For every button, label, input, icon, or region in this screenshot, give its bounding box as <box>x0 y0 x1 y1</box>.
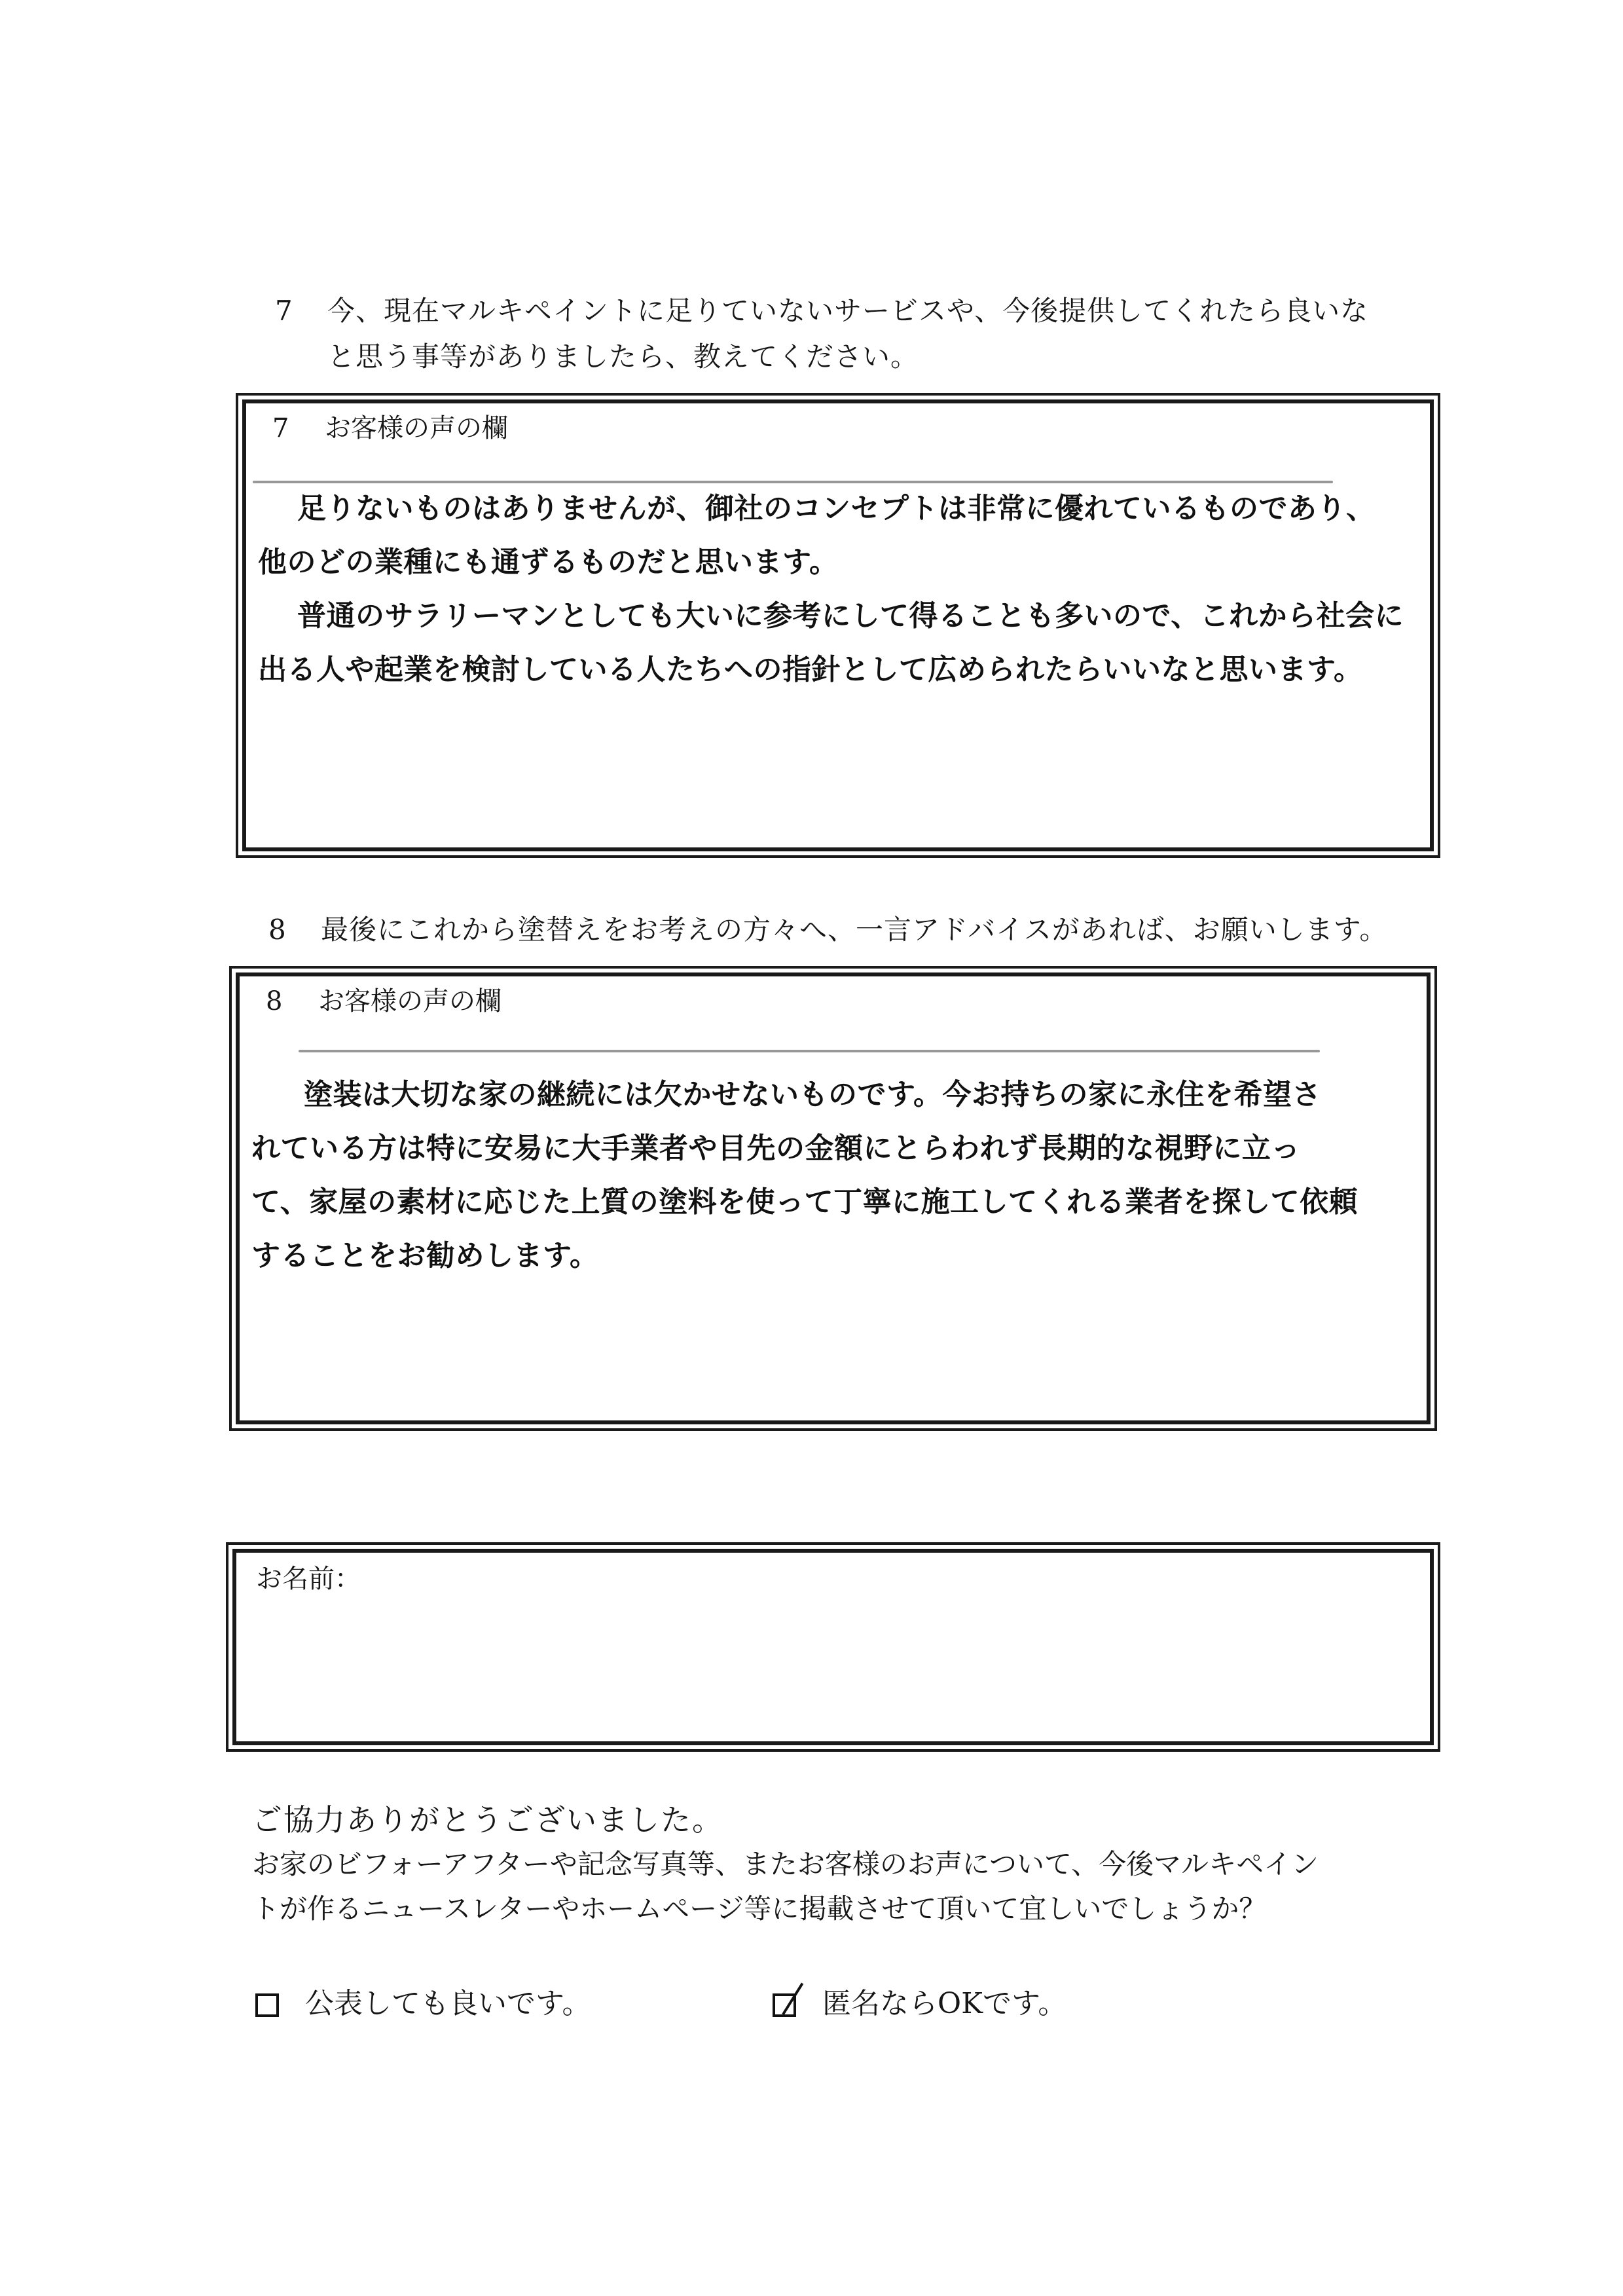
customer-voice-box-8 <box>236 972 1431 1424</box>
checkbox[interactable] <box>255 1993 279 2017</box>
question-7 <box>275 288 1368 380</box>
question-text: 今、現在マルキペイントに足りていないサービスや、今後提供してくれたら良いな <box>327 295 1369 327</box>
redaction-mark <box>299 1050 1320 1052</box>
checkbox-checked[interactable] <box>773 1993 796 2017</box>
thanks-message: ご協力ありがとうございました。 <box>252 1802 723 1838</box>
handwritten-answer <box>258 482 1417 697</box>
handwritten-answer <box>251 1068 1413 1283</box>
answer-line: 普通のサラリーマンとしても大いに参考にして得ることも多いので、これから社会に <box>297 599 1404 633</box>
question-8 <box>268 907 1387 953</box>
answer-line: することをお勧めします。 <box>251 1239 599 1272</box>
box-label <box>266 982 501 1021</box>
permission-question: トが作るニュースレターやホームページ等に掲載させて頂いて宜しいでしょうか？ <box>252 1893 1267 1925</box>
name-box <box>232 1549 1434 1745</box>
box-title: お客様の声の欄 <box>325 413 508 443</box>
question-text: と思う事等がありましたら、教えてください。 <box>327 341 919 373</box>
permission-question: お家のビフォーアフターや記念写真等、またお客様のお声について、今後マルキペイン <box>252 1848 1319 1880</box>
answer-line: 出る人や起業を検討している人たちへの指針として広められたらいいなと思います。 <box>258 653 1363 686</box>
box-label <box>272 409 508 448</box>
answer-line: 他のどの業種にも通ずるものだと思います。 <box>258 546 839 579</box>
anonymous-option[interactable] <box>773 1984 1067 2024</box>
answer-line: れている方は特に安易に大手業者や目先の金額にとらわれず長期的な視野に立っ <box>251 1132 1300 1165</box>
box-number: 8 <box>266 986 283 1016</box>
name-label: お名前： <box>256 1564 361 1594</box>
question-number: 7 <box>275 295 293 327</box>
publish-option[interactable] <box>255 1984 591 2024</box>
answer-line: て、家屋の素材に応じた上質の塗料を使って丁寧に施工してくれる業者を探して依頼 <box>251 1185 1359 1219</box>
answer-line: 足りないものはありませんが、御社のコンセプトは非常に優れているものであり、 <box>297 492 1376 525</box>
customer-voice-box-7 <box>242 399 1434 851</box>
closing-section <box>252 1798 1319 1931</box>
answer-line: 塗装は大切な家の継続には欠かせないものです。今お持ちの家に永住を希望さ <box>304 1078 1321 1111</box>
box-title: お客様の声の欄 <box>318 986 501 1016</box>
option-label: 公表しても良いです。 <box>305 1987 591 2020</box>
question-number: 8 <box>268 914 287 946</box>
box-number: 7 <box>272 413 289 443</box>
check-mark-icon <box>782 1982 803 2015</box>
question-text: 最後にこれから塗替えをお考えの方々へ、一言アドバイスがあれば、お願いします。 <box>321 914 1388 946</box>
option-label: 匿名ならOKです。 <box>822 1987 1067 2020</box>
